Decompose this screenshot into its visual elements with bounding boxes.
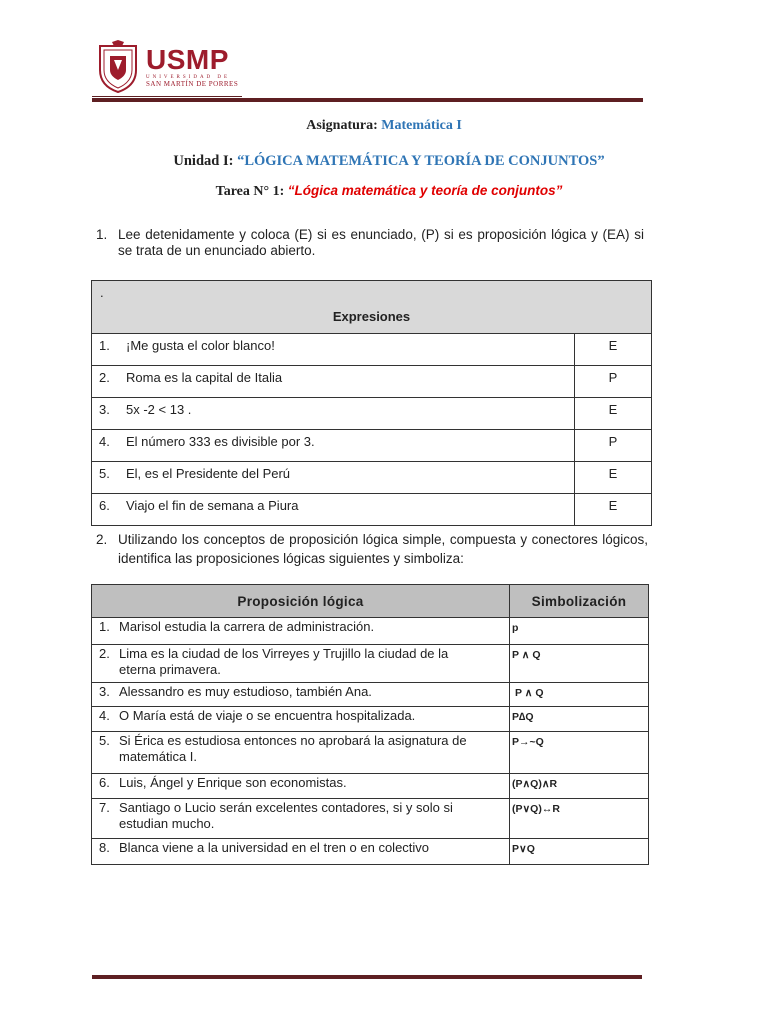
unit-value: “LÓGICA MATEMÁTICA Y TEORÍA DE CONJUNTOS” [237, 153, 605, 169]
row-number: 2. [99, 370, 110, 385]
proposition-header: Proposición lógica [92, 585, 510, 618]
table-row [92, 334, 652, 366]
question-1-text: Lee detenidamente y coloca (E) si es enunciado, (P) si es proposición lógica y (EA) si se trata de un enunciado abierto. [118, 227, 644, 258]
row-proposition: Marisol estudia la carrera de administración. [119, 619, 375, 634]
unit-label: Unidad I: [173, 153, 234, 169]
row-answer: P [575, 366, 652, 398]
table-row [92, 618, 649, 645]
table-row [92, 683, 649, 707]
row-proposition: O María está de viaje o se encuentra hospitalizada. [119, 708, 416, 723]
row-symbol: P ∧ Q [510, 683, 649, 707]
row-answer: E [575, 462, 652, 494]
row-symbol: P∆Q [510, 707, 649, 732]
row-number: 8. [99, 840, 110, 855]
row-number: 2. [99, 646, 110, 661]
table-row [92, 430, 652, 462]
header-divider [92, 98, 643, 102]
row-answer: P [575, 430, 652, 462]
row-expression: Viajo el fin de semana a Piura [126, 498, 299, 513]
brand-subtitle-small: UNIVERSIDAD DE [146, 75, 231, 80]
table-row [92, 707, 649, 732]
row-symbol: p [510, 618, 649, 645]
row-expression: ¡Me gusta el color blanco! [126, 338, 275, 353]
row-symbol: P∨Q [510, 839, 649, 865]
row-symbol: (P∧Q)∧R [510, 774, 649, 799]
propositions-table [91, 584, 649, 865]
header [92, 38, 644, 104]
subject-label: Asignatura: [306, 118, 378, 133]
table-row [92, 398, 652, 430]
footer-divider [92, 975, 642, 979]
row-symbol: (P∨Q)↔R [510, 799, 649, 839]
row-number: 4. [99, 708, 110, 723]
row-number: 1. [99, 338, 110, 353]
table-row [92, 774, 649, 799]
symbolization-header: Simbolización [510, 585, 649, 618]
table-row [92, 799, 649, 839]
row-number: 3. [99, 402, 110, 417]
question-2-number: 2. [96, 532, 108, 547]
row-proposition: Santiago o Lucio serán excelentes contadores, si y solo si [119, 800, 453, 815]
question-2 [96, 530, 648, 568]
question-1-number: 1. [96, 227, 108, 242]
unit-line [0, 153, 768, 170]
table-row [92, 366, 652, 398]
row-symbol: P ∧ Q [510, 645, 649, 683]
subject-value: Matemática I [381, 118, 462, 133]
row-number: 6. [99, 498, 110, 513]
question-2-text: Utilizando los conceptos de proposición lógica simple, compuesta y conectores lógicos, identifica las proposiciones lógicas siguientes y simboliza: [118, 532, 648, 566]
row-proposition-cont: eterna primavera. [119, 662, 221, 677]
expressions-header-label: Expresiones [332, 309, 411, 324]
table-row [92, 462, 652, 494]
header-dot: . [100, 285, 104, 300]
row-expression: Roma es la capital de Italia [126, 370, 283, 385]
row-number: 1. [99, 619, 110, 634]
row-expression: 5x -2 < 13 . [126, 402, 192, 417]
task-line [0, 183, 768, 200]
brand-name: USMP [146, 44, 229, 75]
row-proposition: Lima es la ciudad de los Virreyes y Trujillo la ciudad de la [119, 646, 449, 661]
row-proposition: Blanca viene a la universidad en el tren o en colectivo [119, 840, 430, 855]
subject-line [0, 118, 768, 134]
row-number: 4. [99, 434, 110, 449]
row-number: 5. [99, 466, 110, 481]
row-number: 7. [99, 800, 110, 815]
header-divider-thin [92, 96, 242, 97]
brand-subtitle: SAN MARTÍN DE PORRES [146, 80, 239, 88]
row-answer: E [575, 398, 652, 430]
table-row [92, 839, 649, 865]
table-row [92, 494, 652, 526]
row-proposition: Luis, Ángel y Enrique son economistas. [119, 775, 347, 790]
row-symbol: P→~Q [510, 732, 649, 774]
university-seal-icon [96, 40, 140, 94]
task-label: Tarea N° 1: [215, 184, 285, 199]
row-expression: El número 333 es divisible por 3. [126, 434, 315, 449]
row-proposition: Alessandro es muy estudioso, también Ana. [119, 684, 372, 699]
logo-text [146, 46, 238, 88]
row-expression: El, es el Presidente del Perú [126, 466, 291, 481]
task-value: “Lógica matemática y teoría de conjuntos” [287, 183, 563, 198]
row-proposition-cont: matemática I. [119, 749, 198, 764]
row-answer: E [575, 494, 652, 526]
row-answer: E [575, 334, 652, 366]
expressions-table [91, 280, 652, 526]
question-1 [96, 227, 644, 259]
table-row [92, 645, 649, 683]
row-number: 6. [99, 775, 110, 790]
row-proposition-cont: estudian mucho. [119, 816, 215, 831]
expressions-table-header [92, 281, 652, 334]
table-row [92, 732, 649, 774]
row-number: 5. [99, 733, 110, 748]
row-number: 3. [99, 684, 110, 699]
row-proposition: Si Érica es estudiosa entonces no aprobará la asignatura de [119, 733, 467, 748]
